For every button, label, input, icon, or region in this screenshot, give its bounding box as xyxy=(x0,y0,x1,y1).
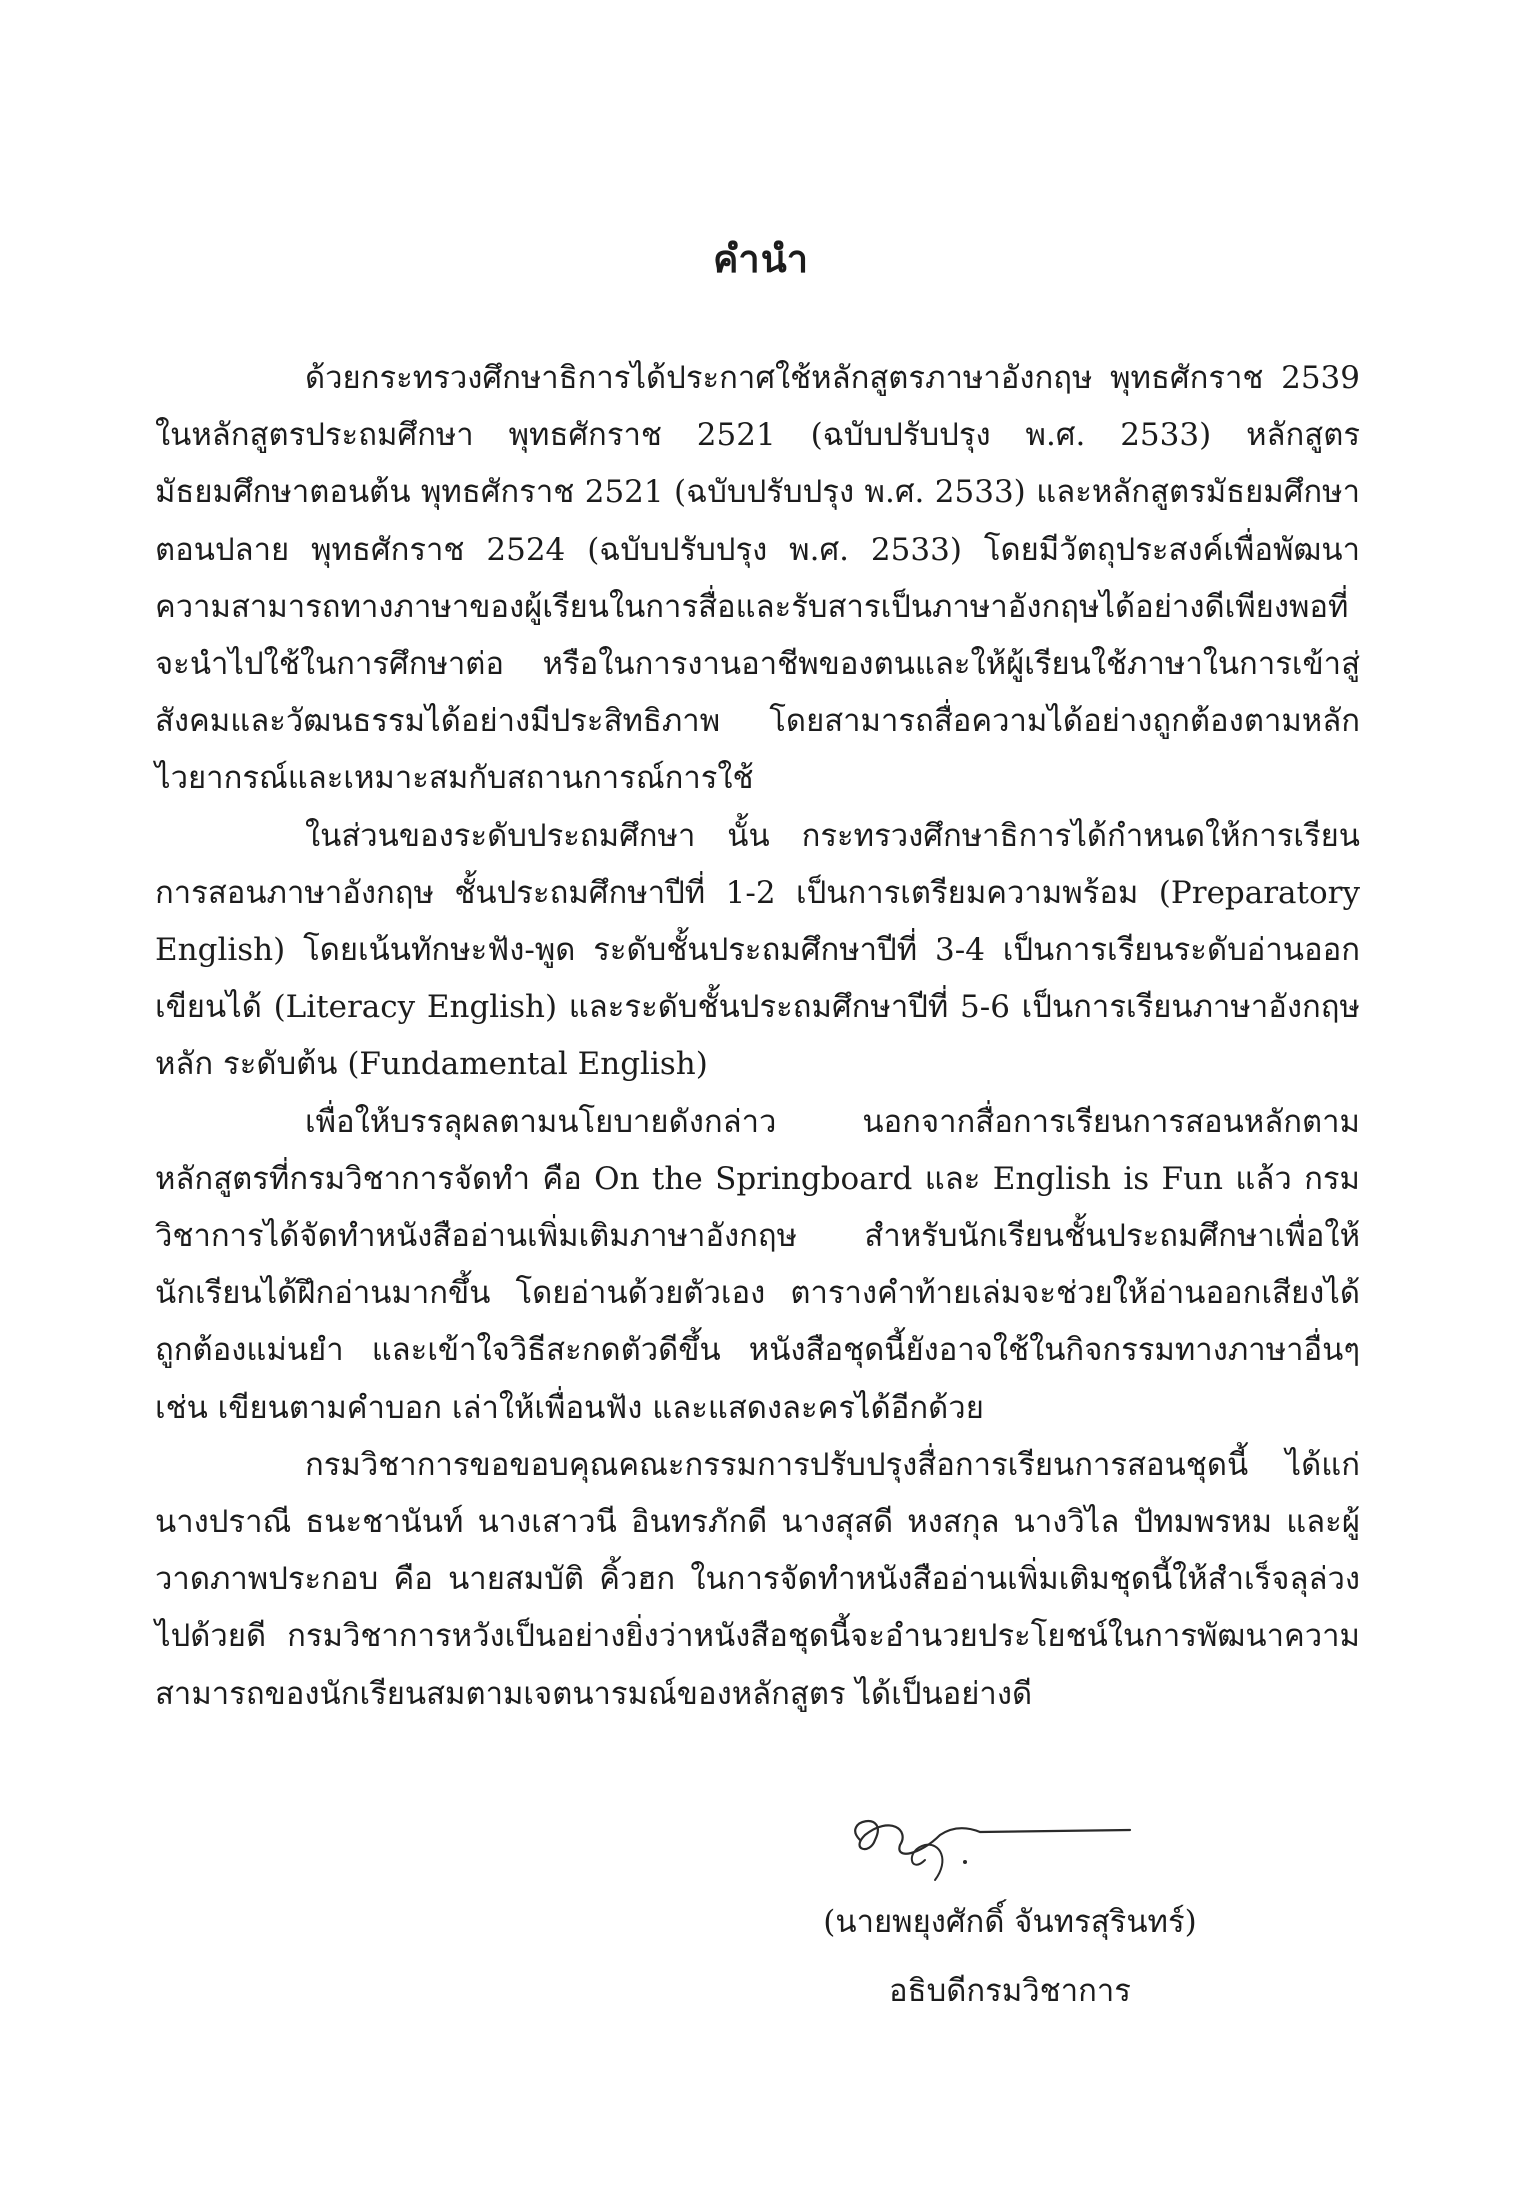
preface-body xyxy=(155,350,1360,1723)
paragraph-4: กรมวิชาการขอขอบคุณคณะกรรมการปรับปรุงสื่อการเรียนการสอนชุดนี้ ได้แก่นางปราณี ธนะชานันท์ นางเสาวนี อินทรภักดี นางสุสดี หงสกุล นางวิไล ปัทมพรหม และผู้วาดภาพประกอบ คือ นายสมบัติ คิ้วฮก ในการจัดทำหนังสืออ่านเพิ่มเติมชุดนี้ให้สำเร็จลุล่วงไปด้วยดี กรมวิชาการหวังเป็นอย่างยิ่งว่าหนังสือชุดนี้จะอำนวยประโยชน์ในการพัฒนาความสามารถของนักเรียนสมตามเจตนารมณ์ของหลักสูตร ได้เป็นอย่างดี xyxy=(155,1446,1360,1712)
paragraph-2: ในส่วนของระดับประถมศึกษา นั้น กระทรวงศึกษาธิการได้กำหนดให้การเรียนการสอนภาษาอังกฤษ ชั้นประถมศึกษาปีที่ 1-2 เป็นการเตรียมความพร้อม (Preparatory English) โดยเน้นทักษะฟัง-พูด ระดับชั้นประถมศึกษาปีที่ 3-4 เป็นการเรียนระดับอ่านออกเขียนได้ (Literacy English) และระดับชั้นประถมศึกษาปีที่ 5-6 เป็นการเรียนภาษาอังกฤษหลัก ระดับต้น (Fundamental English) xyxy=(155,817,1360,1083)
paragraph-1: ด้วยกระทรวงศึกษาธิการได้ประกาศใช้หลักสูตรภาษาอังกฤษ พุทธศักราช 2539 ในหลักสูตรประถมศึกษา พุทธศักราช 2521 (ฉบับปรับปรุง พ.ศ. 2533) หลักสูตรมัธยมศึกษาตอนต้น พุทธศักราช 2521 (ฉบับปรับปรุง พ.ศ. 2533) และหลักสูตรมัธยมศึกษาตอนปลาย พุทธศักราช 2524 (ฉบับปรับปรุง พ.ศ. 2533) โดยมีวัตถุประสงค์เพื่อพัฒนาความสามารถทางภาษาของผู้เรียนในการสื่อและรับสารเป็นภาษาอังกฤษได้อย่างดีเพียงพอที่จะนำไปใช้ในการศึกษาต่อ หรือในการงานอาชีพของตนและให้ผู้เรียนใช้ภาษาในการเข้าสู่สังคมและวัฒนธรรมได้อย่างมีประสิทธิภาพ โดยสามารถสื่อความได้อย่างถูกต้องตามหลักไวยากรณ์และเหมาะสมกับสถานการณ์การใช้ xyxy=(155,360,1360,797)
signatory-name: (นายพยุงศักดิ์ จันทรสุรินทร์) xyxy=(823,1904,1197,1940)
signatory-position: อธิบดีกรมวิชาการ xyxy=(889,1973,1131,2009)
paragraph-3: เพื่อให้บรรลุผลตามนโยบายดังกล่าว นอกจากสื่อการเรียนการสอนหลักตามหลักสูตรที่กรมวิชาการจัดทำ คือ On the Springboard และ English is Fun แล้ว กรมวิชาการได้จัดทำหนังสืออ่านเพิ่มเติมภาษาอังกฤษ สำหรับนักเรียนชั้นประถมศึกษาเพื่อให้นักเรียนได้ฝึกอ่านมากขึ้น โดยอ่านด้วยตัวเอง ตารางคำท้ายเล่มจะช่วยให้อ่านออกเสียงได้ถูกต้องแม่นยำ และเข้าใจวิธีสะกดตัวดีขึ้น หนังสือชุดนี้ยังอาจใช้ในกิจกรรมทางภาษาอื่นๆ เช่น เขียนตามคำบอก เล่าให้เพื่อนฟัง และแสดงละครได้อีกด้วย xyxy=(155,1103,1360,1426)
handwritten-signature xyxy=(830,1800,1150,1890)
page-title: คำนำ xyxy=(712,236,810,281)
